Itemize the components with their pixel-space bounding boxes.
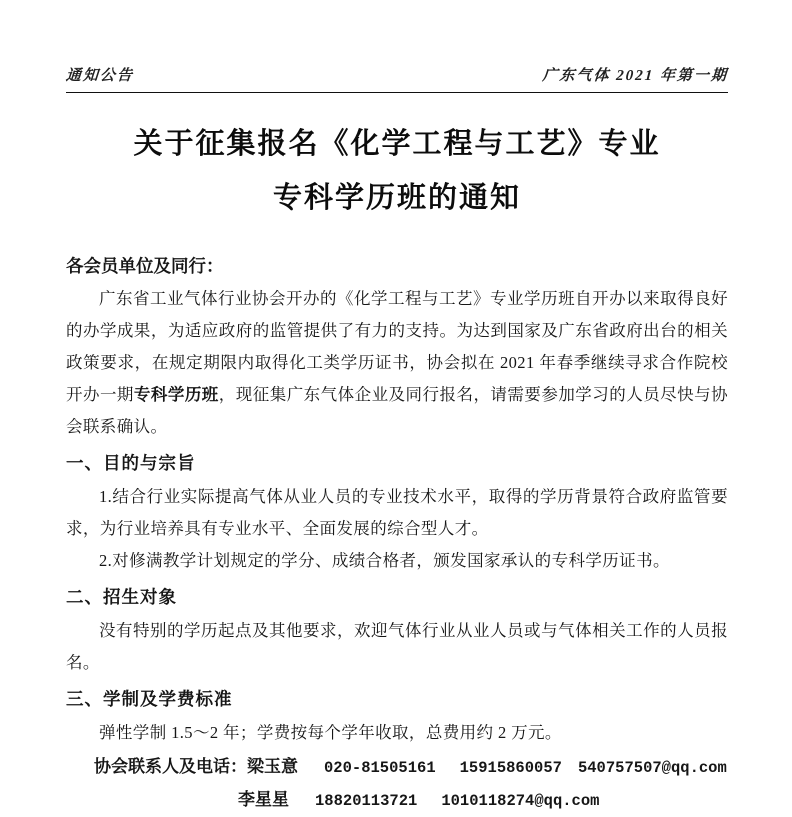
section-tuition-paragraph: 弹性学制 1.5～2 年；学费按每个学年收取，总费用约 2 万元。 [99,723,562,742]
section-heading-tuition: 三、学制及学费标准 [66,689,233,709]
page-header [65,64,728,85]
section-heading-purpose: 一、目的与宗旨 [66,453,196,473]
contact-row [66,751,728,784]
header-issue-label: 广东气体 2021 年第一期 [541,68,729,84]
contact-name: 梁玉意 [247,757,298,776]
header-section-label: 通知公告 [65,68,135,84]
section-purpose-paragraph-2: 2.对修满教学计划规定的学分、成绩合格者，颁发国家承认的专科学历证书。 [99,551,670,570]
section-purpose-paragraph-1: 1.结合行业实际提高气体从业人员的专业技术水平，取得的学历背景符合政府监管要求，为行业培养具有专业水平、全面发展的综合型人才。 [66,487,728,538]
contact-phone: 18820113721 [315,792,418,810]
contact-row [66,784,728,817]
contact-label: 协会联系人及电话： [94,757,247,776]
notice-title-line2: 专科学历班的通知 [272,182,521,214]
intro-text-1: 广东省工业气体行业协会开办的《化学工程与工艺》专业学历班自开办以来取得良好的办学成果，为适应政府的监管提供了有力的支持。为达到国家及广东省政府出台的相关政策要求，在规定期限内取得化工类学历证书，协会拟在 2021 年春季继续寻求合作院校开办一期 [66,289,728,404]
intro-text-2: ，现征集广东气体企业及同行报名，请需要参加学习的人员尽快与协会联系确认。 [66,385,729,436]
intro-paragraph [66,283,728,443]
notice-title [66,117,728,225]
contact-email: 540757507@qq.com [577,759,727,777]
section-enrollment-paragraph: 没有特别的学历起点及其他要求，欢迎气体行业从业人员或与气体相关工作的人员报名。 [66,621,728,672]
contact-name: 李星星 [238,790,289,809]
contact-email: 1010118274@qq.com [441,792,600,810]
header-rule [66,92,728,93]
contact-phone: 020-81505161 [324,759,436,777]
salutation: 各会员单位及同行： [66,256,224,276]
notice-title-line1: 关于征集报名《化学工程与工艺》专业 [133,128,661,160]
section-heading-enrollment-target: 二、招生对象 [66,587,177,607]
contact-phone: 15915860057 [459,759,562,777]
intro-text-bold: 专科学历班 [133,385,219,404]
